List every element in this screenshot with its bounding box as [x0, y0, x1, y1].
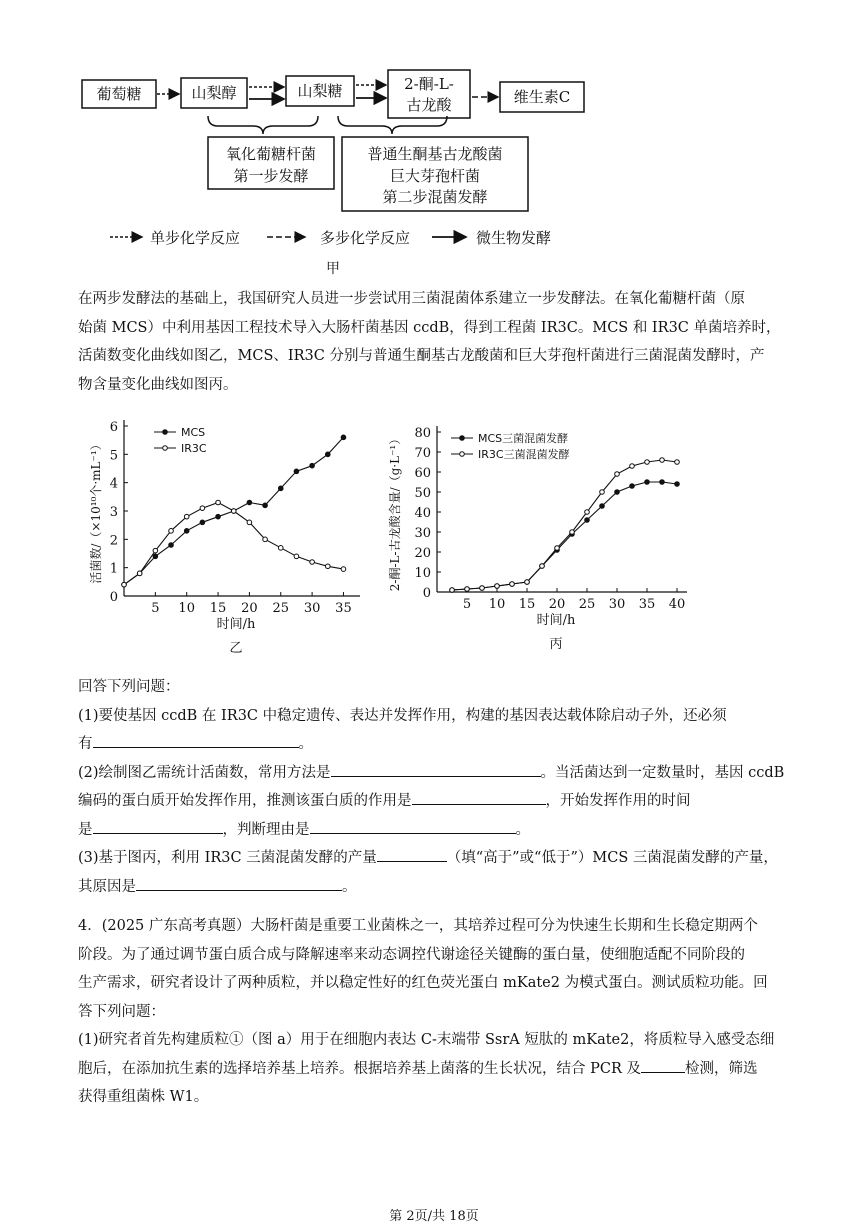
svg-text:氧化葡糖杆菌: 氧化葡糖杆菌: [225, 145, 317, 163]
intro-line: 始菌 MCS）中利用基因工程技术导入大肠杆菌基因 ccdB，得到工程菌 IR3C。MCS 和 IR3C 单菌培养时，: [78, 319, 781, 336]
data-point: [465, 587, 470, 592]
questions-lead: 回答下列问题：: [78, 679, 180, 695]
legend-label: MCS: [181, 426, 206, 439]
page-footer: 第 2页/共 18页: [389, 1209, 479, 1224]
y-tick-label: 3: [109, 505, 118, 520]
svg-text:微生物发酵: 微生物发酵: [476, 229, 552, 247]
y-tick-label: 70: [414, 446, 431, 461]
svg-text:巨大芽孢杆菌: 巨大芽孢杆菌: [389, 167, 481, 185]
data-point: [137, 571, 142, 576]
svg-text:古龙酸: 古龙酸: [406, 96, 452, 114]
problem4-line: (1)研究者首先构建质粒①（图 a）用于在细胞内表达 C-末端带 SsrA 短肽的 mKate2，将质粒导入感受态细: [78, 1032, 775, 1048]
chart-yi: [80, 412, 370, 662]
q2-line-b: 编码的蛋白质开始发挥作用，推测该蛋白质的作用是 ，开始发挥作用的时间: [78, 787, 790, 816]
data-point: [450, 588, 455, 593]
x-tick-label: 25: [272, 601, 290, 616]
x-tick-label: 30: [608, 597, 626, 612]
chart-label: 乙: [229, 641, 243, 656]
q1-line-b: 有 。: [78, 730, 790, 759]
diagram-label: 甲: [326, 261, 340, 277]
y-axis-label: 活菌数/（×10¹⁰个·mL⁻¹）: [89, 438, 103, 584]
intro-paragraph: [78, 285, 790, 399]
y-tick-label: 30: [414, 526, 431, 541]
node-sorbitol: [181, 78, 247, 108]
y-tick-label: 60: [414, 466, 431, 481]
data-point: [294, 554, 299, 559]
y-tick-label: 0: [422, 586, 431, 601]
answer-blank[interactable]: [377, 845, 447, 862]
y-tick-label: 50: [414, 486, 431, 501]
svg-text:单步化学反应: 单步化学反应: [150, 229, 241, 247]
problem4-line: 获得重组菌株 W1。: [78, 1089, 209, 1105]
y-tick-label: 1: [109, 561, 118, 577]
data-point: [263, 503, 268, 508]
data-point: [585, 518, 590, 523]
data-point: [216, 514, 221, 519]
data-point: [184, 514, 189, 519]
data-point: [645, 460, 650, 465]
x-tick-label: 20: [548, 597, 566, 612]
chart-bing: [385, 412, 695, 662]
answer-blank[interactable]: [93, 731, 299, 748]
node-glucose: [82, 80, 156, 108]
data-point: [660, 458, 665, 463]
brace-step1: [208, 116, 318, 134]
svg-text:山梨糖: 山梨糖: [297, 82, 343, 100]
svg-text:2-酮-L-: 2-酮-L-: [404, 75, 454, 93]
x-tick-label: 10: [178, 601, 195, 616]
data-point: [310, 560, 315, 565]
data-point: [278, 546, 283, 551]
problem4-line: 4．(2025 广东高考真题）大肠杆菌是重要工业菌株之一，其培养过程可分为快速生长期和生长稳定期两个: [78, 918, 758, 934]
data-point: [231, 509, 236, 514]
legend-marker: [163, 430, 168, 435]
y-tick-label: 0: [109, 590, 118, 605]
data-point: [630, 464, 635, 469]
data-point: [660, 480, 665, 485]
data-point: [675, 460, 680, 465]
diagram-jia: [0, 0, 868, 280]
svg-text:葡萄糖: 葡萄糖: [96, 85, 142, 103]
data-point: [278, 486, 283, 491]
data-point: [200, 520, 205, 525]
problem4-line: 答下列问题：: [78, 1003, 165, 1020]
q1-line-a: (1)要使基因 ccdB 在 IR3C 中稳定遗传、表达并发挥作用，构建的基因表达载体除启动子外，还必须: [78, 707, 727, 724]
data-point: [216, 500, 221, 505]
y-tick-label: 4: [109, 476, 118, 492]
data-point: [247, 500, 252, 505]
x-tick-label: 30: [303, 601, 321, 616]
x-tick-label: 25: [578, 597, 596, 612]
problem-4: [78, 912, 790, 1112]
q3-line-a: (3)基于图丙，利用 IR3C 三菌混菌发酵的产量 （填“高于”或“低于”）MCS 三菌混菌发酵的产量，: [78, 844, 790, 873]
data-point: [600, 490, 605, 495]
svg-text:普通生酮基古龙酸菌: 普通生酮基古龙酸菌: [367, 145, 503, 163]
node-vitamin-c: [500, 82, 584, 112]
q2-line-a: (2)绘制图乙需统计活菌数，常用方法是 。当活菌达到一定数量时，基因 ccdB: [78, 759, 790, 788]
legend-label: IR3C: [181, 442, 207, 455]
data-point: [247, 520, 252, 525]
answer-blank[interactable]: [641, 1056, 685, 1073]
data-point: [585, 510, 590, 515]
data-point: [325, 452, 330, 457]
data-point: [122, 582, 127, 587]
data-point: [630, 484, 635, 489]
series-line-0: [452, 482, 677, 590]
answer-blank[interactable]: [136, 874, 342, 891]
legend-label: MCS三菌混菌发酵: [478, 432, 569, 445]
data-point: [310, 463, 315, 468]
x-tick-label: 10: [488, 597, 506, 612]
data-point: [645, 480, 650, 485]
box-step2: [342, 137, 528, 211]
intro-line: 物含量变化曲线如图丙。: [78, 376, 238, 393]
x-tick-label: 20: [241, 601, 258, 616]
data-point: [341, 567, 346, 572]
y-tick-label: 10: [414, 566, 431, 581]
data-point: [570, 530, 575, 535]
q3-line-b: 其原因是 。: [78, 873, 790, 902]
data-point: [263, 537, 268, 542]
problem4-line: 胞后，在添加抗生素的选择培养基上培养。根据培养基上菌落的生长状况，结合 PCR 及 检测，筛选: [78, 1055, 790, 1084]
data-point: [675, 482, 680, 487]
x-tick-label: 5: [462, 597, 472, 612]
data-point: [169, 529, 174, 534]
problem4-line: 阶段。为了通过调节蛋白质合成与降解速率来动态调控代谢途径关键酶的蛋白量，使细胞适配不同阶段的: [78, 946, 745, 963]
answer-blank[interactable]: [310, 817, 516, 834]
series-line-1: [452, 460, 677, 590]
problem4-line: 生产需求，研究者设计了两种质粒，并以稳定性好的红色荧光蛋白 mKate2 为模式蛋白。测试质粒功能。回: [78, 975, 768, 991]
answer-blank[interactable]: [412, 788, 546, 805]
svg-text:第一步发酵: 第一步发酵: [233, 167, 309, 185]
data-point: [184, 529, 189, 534]
legend-marker: [163, 446, 168, 451]
x-axis-label: 时间/h: [216, 617, 256, 632]
y-tick-label: 2: [109, 533, 118, 549]
diagram-legend: [110, 229, 551, 247]
box-step1: [208, 137, 334, 189]
y-tick-label: 80: [414, 426, 431, 441]
legend-marker: [460, 452, 465, 457]
data-point: [555, 546, 560, 551]
data-point: [200, 506, 205, 511]
intro-line: 活菌数变化曲线如图乙，MCS、IR3C 分别与普通生酮基古龙酸菌和巨大芽孢杆菌进行三菌混菌发酵时，产: [78, 348, 765, 364]
data-point: [294, 469, 299, 474]
intro-line: 在两步发酵法的基础上，我国研究人员进一步尝试用三菌混菌体系建立一步发酵法。在氧化葡糖杆菌（原: [78, 291, 745, 307]
y-tick-label: 5: [109, 448, 118, 464]
svg-text:多步化学反应: 多步化学反应: [320, 229, 411, 247]
answer-blank[interactable]: [331, 760, 541, 777]
legend-label: IR3C三菌混菌发酵: [478, 448, 570, 461]
y-tick-label: 40: [414, 506, 431, 521]
x-tick-label: 35: [335, 601, 352, 616]
node-sorbose: [286, 76, 354, 106]
legend-marker: [460, 436, 465, 441]
data-point: [153, 548, 158, 553]
svg-text:第二步混菌发酵: 第二步混菌发酵: [382, 188, 488, 206]
q2-line-c: 是 ，判断理由是 。: [78, 816, 790, 845]
svg-text:山梨醇: 山梨醇: [191, 84, 237, 102]
x-tick-label: 15: [209, 601, 227, 616]
data-point: [615, 472, 620, 477]
data-point: [495, 584, 500, 589]
questions: [78, 673, 790, 901]
y-tick-label: 6: [109, 420, 118, 435]
data-point: [153, 554, 158, 559]
x-tick-label: 40: [668, 597, 686, 612]
data-point: [325, 564, 330, 569]
y-tick-label: 20: [414, 546, 431, 561]
x-axis-label: 时间/h: [536, 613, 576, 628]
chart-label: 丙: [549, 637, 563, 652]
y-axis-label: 2-酮-L-古龙酸含量/（g·L⁻¹）: [388, 432, 402, 592]
data-point: [510, 582, 515, 587]
data-point: [169, 543, 174, 548]
data-point: [480, 586, 485, 591]
x-tick-label: 5: [151, 601, 160, 616]
data-point: [600, 504, 605, 509]
answer-blank[interactable]: [93, 817, 223, 834]
x-tick-label: 15: [518, 597, 536, 612]
data-point: [341, 435, 346, 440]
data-point: [540, 564, 545, 569]
node-2klg: [388, 70, 470, 118]
svg-text:维生素C: 维生素C: [513, 88, 571, 106]
data-point: [615, 490, 620, 495]
data-point: [525, 580, 530, 585]
x-tick-label: 35: [638, 597, 656, 612]
series-line-1: [124, 503, 344, 585]
